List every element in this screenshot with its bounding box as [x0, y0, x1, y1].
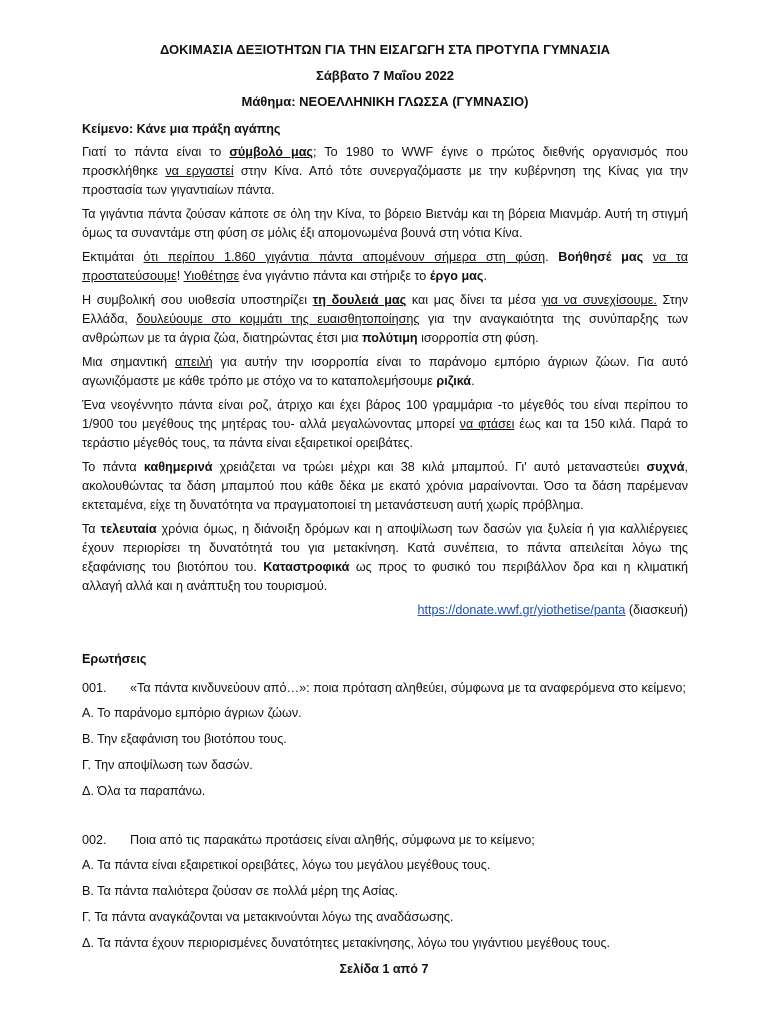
- text-run: Τα: [82, 522, 101, 536]
- paragraph-8: [82, 520, 688, 596]
- text-run: δουλεύουμε στο κομμάτι της ευαισθητοποίησης: [136, 312, 420, 326]
- text-run: Γιατί το πάντα είναι το: [82, 145, 230, 159]
- text-run: ένα γιγάντιο πάντα και στήριξε το: [239, 269, 430, 283]
- paragraph-3: [82, 248, 688, 286]
- text-run: για την αναγκαιότητα της συνύπαρξης των ανθρώπων με τα άγρια ζώα, διατηρώντας έτσι μια: [82, 312, 689, 345]
- paragraph-6: [82, 396, 688, 453]
- questions-heading: Ερωτήσεις: [82, 652, 147, 666]
- source-line: [82, 601, 688, 620]
- text-run: Το πάντα: [82, 460, 144, 474]
- paragraph-2: [82, 205, 688, 243]
- source-note: (διασκευή): [625, 603, 688, 617]
- text-run: , ακολουθώντας τα δάση μπαμπού που κάθε δέκα με εκατό χρόνια μαραίνονται. Όσο τα δάση παρέμεναν εκτεταμένα, είχε τη δυνατότητα να πραγματοποιεί τη μετανάστευση αυτή χωρίς πρόβλημα.: [82, 460, 688, 512]
- paragraph-5: [82, 353, 688, 391]
- text-run: Μια σημαντική: [82, 355, 175, 369]
- question-2-option-c[interactable]: Γ. Τα πάντα αναγκάζονται να μετακινούνται λόγω της αναδάσωσης.: [82, 910, 454, 924]
- paragraph-1: [82, 143, 688, 200]
- text-run: απειλή: [174, 355, 213, 369]
- text-run: Ένα νεογέννητο πάντα είναι ροζ, άτριχο και έχει βάρος 100 γραμμάρια -το μέγεθός του είναι περίπου το 1/900 του μεγέθους της μητέρας του- αλλά μεγαλώνοντας μπορεί: [82, 398, 688, 431]
- text-run: .: [471, 374, 475, 388]
- question-2-text: Ποια από τις παρακάτω προτάσεις είναι αληθής, σύμφωνα με το κείμενο;: [130, 833, 535, 847]
- text-run: και μας δίνει τα μέσα: [406, 293, 542, 307]
- text-run: .: [483, 269, 487, 283]
- text-run: τελευταία: [100, 522, 157, 536]
- text-run: ισορροπία στη φύση.: [417, 331, 539, 345]
- exam-title: ΔΟΚΙΜΑΣΙΑ ΔΕΞΙΟΤΗΤΩΝ ΓΙΑ ΤΗΝ ΕΙΣΑΓΩΓΗ ΣΤΑ ΠΡΟΤΥΠΑ ΓΥΜΝΑΣΙΑ: [160, 42, 610, 57]
- text-run: ότι περίπου 1.860 γιγάντια πάντα απομένουν σήμερα στη φύση: [143, 250, 546, 264]
- text-run: να φτάσει: [459, 417, 515, 431]
- text-run: Καταστροφικά: [263, 560, 350, 574]
- text-run: ως προς το φυσικό του περιβάλλον δρα και η κλιματική αλλαγή αλλά και η ανάπτυξη του τουρισμού.: [82, 560, 688, 593]
- text-run: ; Το 1980 το WWF έγινε ο πρώτος διεθνής οργανισμός που προσκλήθηκε: [82, 145, 688, 178]
- text-run: Βοήθησέ μας: [558, 250, 644, 264]
- text-run: σύμβολό μας: [229, 145, 313, 159]
- exam-date: Σάββατο 7 Μαΐου 2022: [316, 68, 454, 83]
- text-run: Εκτιμάται: [82, 250, 144, 264]
- text-run: για αυτήν την ισορροπία είναι το παράνομο εμπόριο άγριων ζώων. Για αυτό αγωνιζόμαστε με κάθε τρόπο με στόχο να το καταπολεμήσουμε: [82, 355, 688, 388]
- question-2-option-b[interactable]: Β. Τα πάντα παλιότερα ζούσαν σε πολλά μέρη της Ασίας.: [82, 884, 399, 898]
- text-run: να εργαστεί: [165, 164, 234, 178]
- text-run: Τα γιγάντια πάντα ζούσαν κάποτε σε όλη την Κίνα, το βόρειο Βιετνάμ και τη βόρεια Μιανμάρ. Αυτή τη στιγμή όμως τα συναντάμε στη φύση σε μόλις έξι απομονωμένα βουνά στη νότια Κίνα.: [82, 207, 688, 240]
- question-2-option-a[interactable]: Α. Τα πάντα είναι εξαιρετικοί ορειβάτες, λόγω του μεγάλου μεγέθους τους.: [82, 858, 491, 872]
- text-run: στην Κίνα. Από τότε συνεργαζόμαστε με την κυβέρνηση της Κίνας για την προστασία των γιγαντιαίων πάντα.: [82, 164, 688, 197]
- text-run: να τα προστατεύσουμε: [82, 250, 689, 283]
- exam-subject: Μάθημα: ΝΕΟΕΛΛΗΝΙΚΗ ΓΛΩΣΣΑ (ΓΥΜΝΑΣΙΟ): [241, 94, 529, 109]
- text-run: Υιοθέτησε: [183, 269, 240, 283]
- text-run: !: [176, 269, 184, 283]
- question-2: [82, 831, 688, 850]
- page-number: Σελίδα 1 από 7: [339, 962, 429, 976]
- text-run: για να συνεχίσουμε.: [541, 293, 657, 307]
- paragraph-4: [82, 291, 688, 348]
- question-2-number: 002.: [82, 833, 107, 847]
- text-run: ριζικά: [436, 374, 472, 388]
- text-run: Στην Ελλάδα,: [82, 293, 689, 326]
- text-run: τη δουλειά μας: [312, 293, 407, 307]
- question-1-option-a[interactable]: Α. Το παράνομο εμπόριο άγριων ζώων.: [82, 706, 302, 720]
- document-page: [82, 40, 688, 960]
- text-title: Κείμενο: Κάνε μια πράξη αγάπης: [82, 122, 281, 136]
- text-run: πολύτιμη: [361, 331, 418, 345]
- text-run: καθημερινά: [143, 460, 213, 474]
- text-run: [643, 250, 653, 264]
- question-1-option-d[interactable]: Δ. Όλα τα παραπάνω.: [82, 784, 206, 798]
- text-run: έργο μας: [429, 269, 484, 283]
- question-2-option-d[interactable]: Δ. Τα πάντα έχουν περιορισμένες δυνατότητες μετακίνησης, λόγω του γιγάντιου μεγέθους τους.: [82, 936, 611, 950]
- text-run: χρόνια όμως, η διάνοιξη δρόμων και η αποψίλωση των δασών για ξυλεία ή για καλλιέργειες έχουν περιορίσει τη δυνατότητά του για μετακίνηση. Κατά συνέπεια, το πάντα απειλείται λόγω της εξαφάνισης του βιοτόπου του.: [82, 522, 689, 574]
- question-1-number: 001.: [82, 681, 107, 695]
- paragraph-7: [82, 458, 688, 515]
- question-1-option-b[interactable]: Β. Την εξαφάνιση του βιοτόπου τους.: [82, 732, 287, 746]
- text-run: έως και τα 150 κιλά. Παρά το τεράστιο μέγεθός τους, τα πάντα είναι εξαιρετικοί ορειβάτες.: [82, 417, 688, 450]
- source-link[interactable]: https://donate.wwf.gr/yiothetise/panta: [417, 603, 626, 617]
- question-1-text: «Τα πάντα κινδυνεύουν από…»: ποια πρόταση αληθεύει, σύμφωνα με τα αναφερόμενα στο κείμενο;: [130, 681, 686, 695]
- question-1-option-c[interactable]: Γ. Την αποψίλωση των δασών.: [82, 758, 253, 772]
- text-run: Η συμβολική σου υιοθεσία υποστηρίζει: [82, 293, 313, 307]
- text-run: .: [545, 250, 559, 264]
- text-run: χρειάζεται να τρώει μέχρι και 38 κιλά μπαμπού. Γι' αυτό μεταναστεύει: [212, 460, 647, 474]
- question-1: [82, 679, 688, 698]
- text-run: συχνά: [646, 460, 685, 474]
